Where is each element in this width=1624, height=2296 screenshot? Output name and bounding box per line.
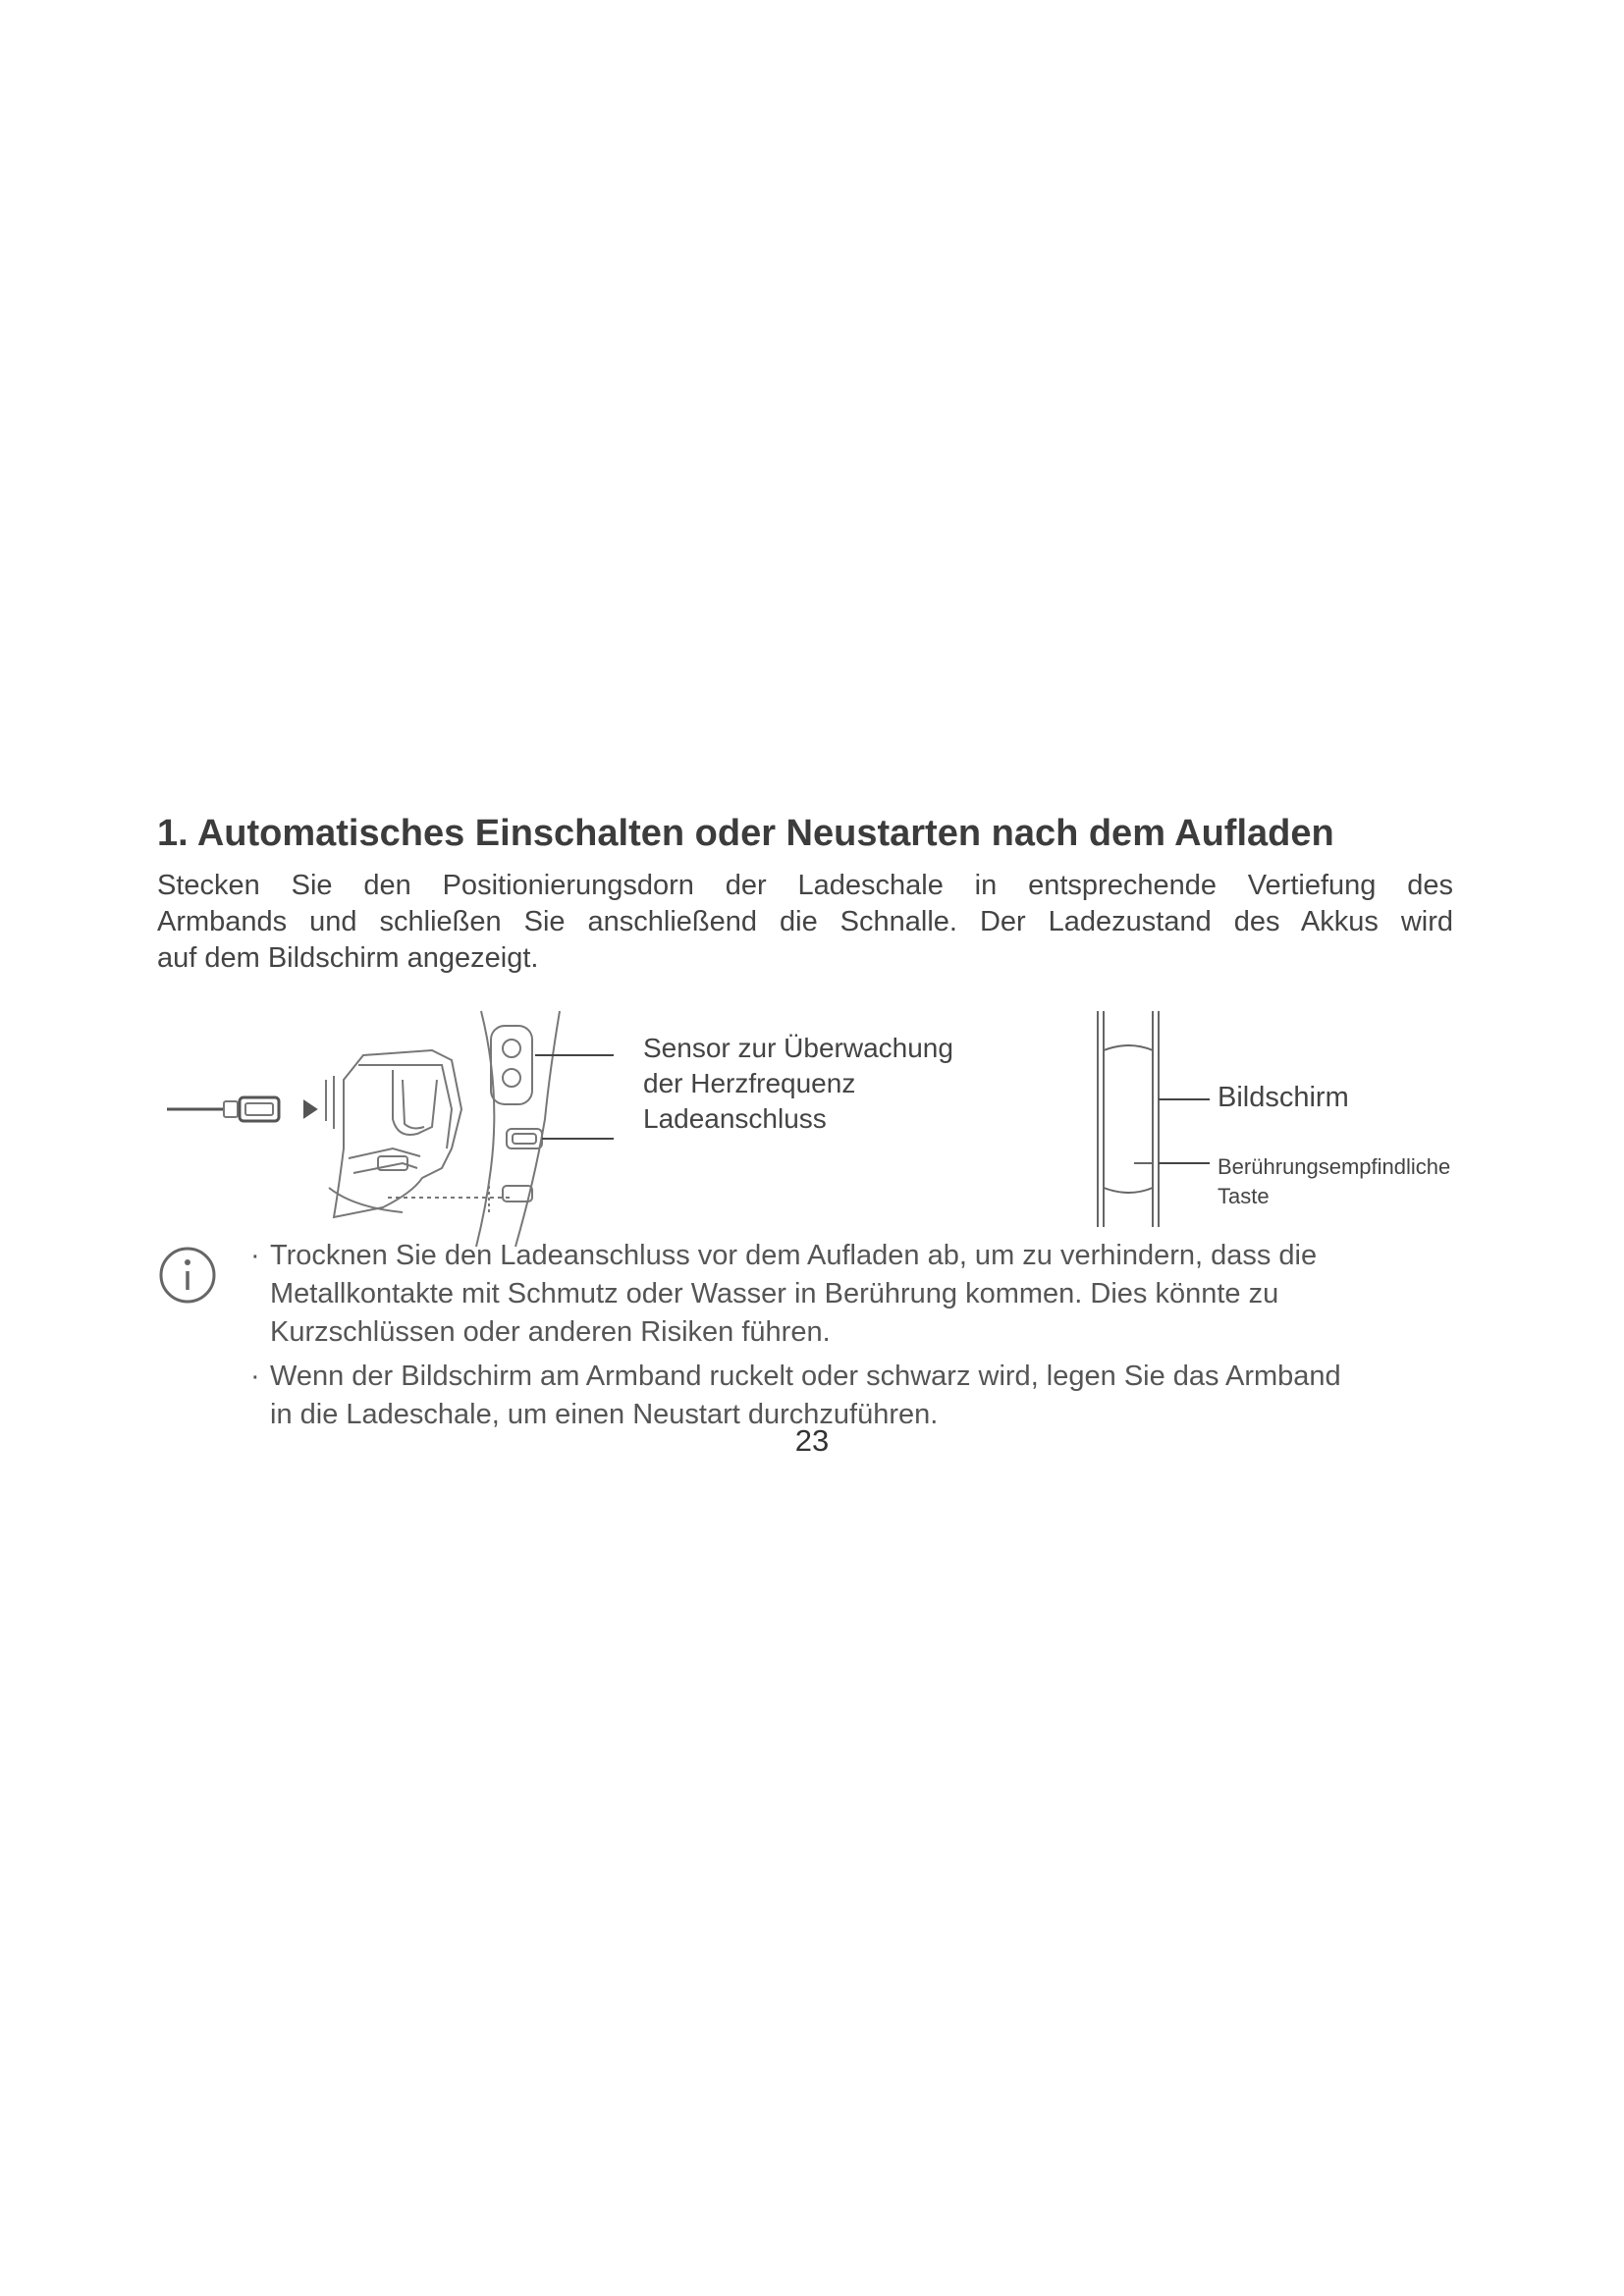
note-line: in die Ladeschale, um einen Neustart durchzuführen. <box>270 1399 939 1430</box>
notes-list <box>250 1237 1488 1440</box>
note-line: Metallkontakte mit Schmutz oder Wasser in Berührung kommen. Dies könnte zu <box>270 1278 1279 1309</box>
info-icon <box>157 1245 218 1306</box>
note-line: Kurzschlüssen oder anderen Risiken führen. <box>270 1316 831 1348</box>
section-heading: 1. Automatisches Einschalten oder Neustarten nach dem Aufladen <box>157 813 1334 854</box>
label-button-line: Taste <box>1218 1184 1270 1208</box>
note-line: Trocknen Sie den Ladeanschluss vor dem Aufladen ab, um zu verhindern, dass die <box>270 1240 1318 1271</box>
page-number: 23 <box>794 1423 830 1458</box>
intro-paragraph <box>157 868 1453 977</box>
band-front-illustration <box>1080 1011 1218 1227</box>
intro-line: Armbands und schließen Sie anschließend die Schnalle. Der Ladezustand des Akkus wird <box>157 906 1453 937</box>
note-item <box>250 1237 1488 1352</box>
label-sensor-line: der Herzfrequenz <box>643 1068 856 1098</box>
note-line: Wenn der Bildschirm am Armband ruckelt oder schwarz wird, legen Sie das Armband <box>270 1361 1341 1392</box>
label-touch-button <box>1218 1152 1450 1211</box>
label-screen: Bildschirm <box>1218 1082 1349 1113</box>
note-bullet: · <box>250 1361 260 1392</box>
intro-line: Stecken Sie den Positionierungsdorn der Ladeschale in entsprechende Vertiefung des <box>157 870 1453 901</box>
label-charging-port: Ladeanschluss <box>643 1103 827 1134</box>
intro-line: auf dem Bildschirm angezeigt. <box>157 942 539 974</box>
label-heart-rate-sensor <box>643 1031 953 1101</box>
label-button-line: Berührungsempfindliche <box>1218 1154 1451 1179</box>
charging-cradle-illustration <box>157 1011 648 1247</box>
label-sensor-line: Sensor zur Überwachung <box>643 1033 953 1063</box>
note-bullet: · <box>250 1240 260 1271</box>
